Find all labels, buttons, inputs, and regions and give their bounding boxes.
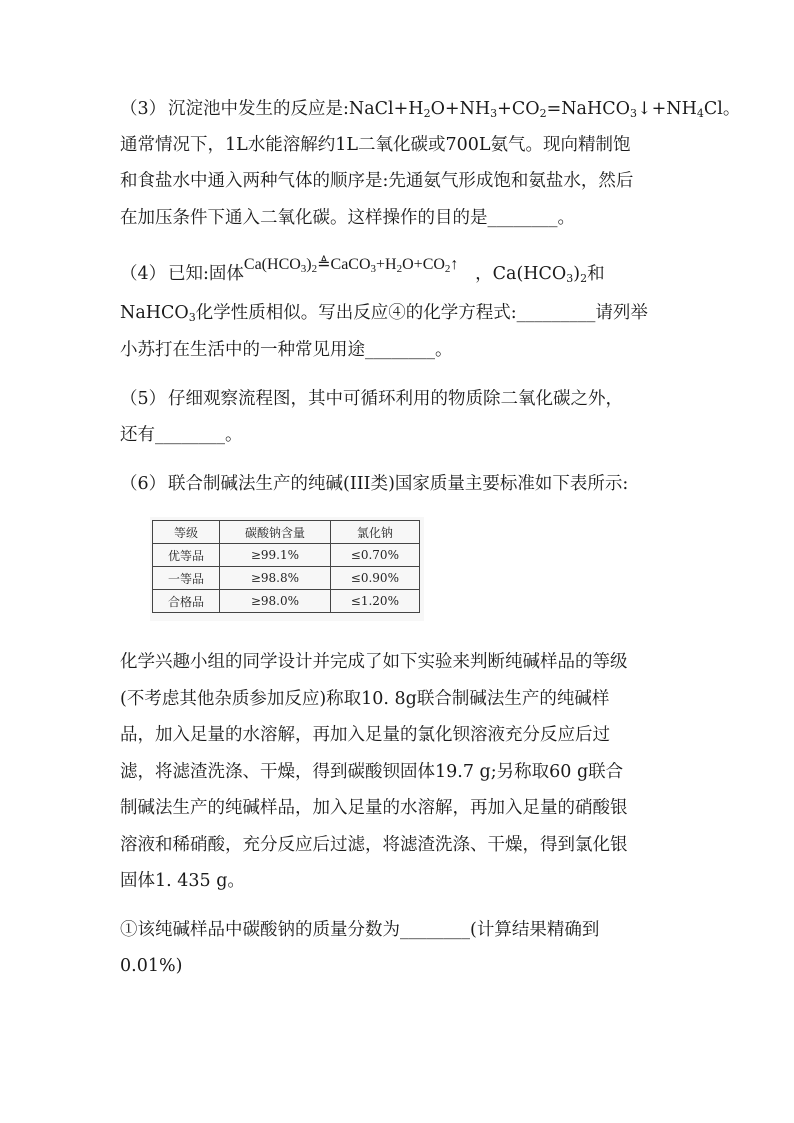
q4-line-1: （4） 已知:固体$Ca(HCO_3)_2≜CaCO_3+H_2O+CO_2↑$ ，$Ca(HCO_3)_2$和 (120, 256, 605, 285)
q6-body-line-3: 品，加入足量的水溶解，再加入足量的氯化钡溶液充分反应后过 (120, 725, 610, 745)
q6-sub1-line-2: 0.01%) (120, 956, 183, 976)
table-row (153, 567, 420, 590)
table-cell: ≥98.8% (220, 567, 331, 590)
q5-line-1: （5） 仔细观察流程图，其中可循环利用的物质除二氧化碳之外， (120, 389, 623, 409)
q6-body-line-7: 固体1. 435 g。 (120, 871, 245, 891)
q6-body-line-2: (不考虑其他杂质参加反应)称取10. 8g联合制碱法生产的纯碱样 (120, 689, 610, 709)
table-header-cell: 等级 (153, 521, 220, 544)
q6-body-line-4: 滤，将滤渣洗涤、干燥，得到碳酸钡固体19.7 g;另称取60 g联合 (120, 762, 624, 782)
table-header-row (153, 521, 420, 544)
q6-line-1: （6） 联合制碱法生产的纯碱(III类)国家质量主要标准如下表所示: (120, 474, 629, 494)
q3-line-1: （3） 沉淀池中发生的反应是$:NaCl+H_2O+NH_3+CO_2=NaHCO_3↓+NH_4Cl$。 (120, 99, 741, 120)
q6-number: （6） (120, 474, 167, 494)
table-cell: ≤1.20% (330, 590, 419, 613)
table-cell: ≤0.90% (330, 567, 419, 590)
decomposition-equation: $Ca(HCO_3)_2≜CaCO_3+H_2O+CO_2↑$ (243, 256, 459, 275)
q6-body-line-1: 化学兴趣小组的同学设计并完成了如下实验来判断纯碱样品的等级 (120, 652, 628, 672)
table-header-cell: 碳酸钠含量 (220, 521, 331, 544)
quality-standard-table (152, 520, 420, 613)
q3-number: （3） (120, 99, 167, 119)
table-cell: ≤0.70% (330, 544, 419, 567)
q5-number: （5） (120, 389, 167, 409)
q6-body-line-5: 制碱法生产的纯碱样品，加入足量的水溶解，再加入足量的硝酸银 (120, 798, 628, 818)
q3-line-4: 在加压条件下通入二氧化碳。这样操作的目的是________。 (120, 208, 575, 228)
q3-line-2: 通常情况下，1L水能溶解约1L二氧化碳或700L氨气。现向精制饱 (120, 135, 631, 155)
table-cell: ≥98.0% (220, 590, 331, 613)
table-row (153, 590, 420, 613)
table-cell: 一等品 (153, 567, 220, 590)
q4-line-2: NaHCO$_3$化学性质相似。写出反应④的化学方程式:_________请列举 (120, 303, 648, 324)
table-header-cell: 氯化钠 (330, 521, 419, 544)
table-row (153, 544, 420, 567)
q3-line-3: 和食盐水中通入两种气体的顺序是:先通氨气形成饱和氨盐水，然后 (120, 171, 634, 191)
q4-line-3: 小苏打在生活中的一种常见用途________。 (120, 340, 453, 360)
table-cell: 优等品 (153, 544, 220, 567)
table-cell: 合格品 (153, 590, 220, 613)
q6-sub1-line-1: ①该纯碱样品中碳酸钠的质量分数为________(计算结果精确到 (120, 920, 600, 940)
table-cell: ≥99.1% (220, 544, 331, 567)
q4-number: （4） (120, 264, 167, 284)
q6-body-line-6: 溶液和稀硝酸，充分反应后过滤，将滤渣洗涤、干燥，得到氯化银 (120, 835, 628, 855)
q5-line-2: 还有________。 (120, 425, 243, 445)
